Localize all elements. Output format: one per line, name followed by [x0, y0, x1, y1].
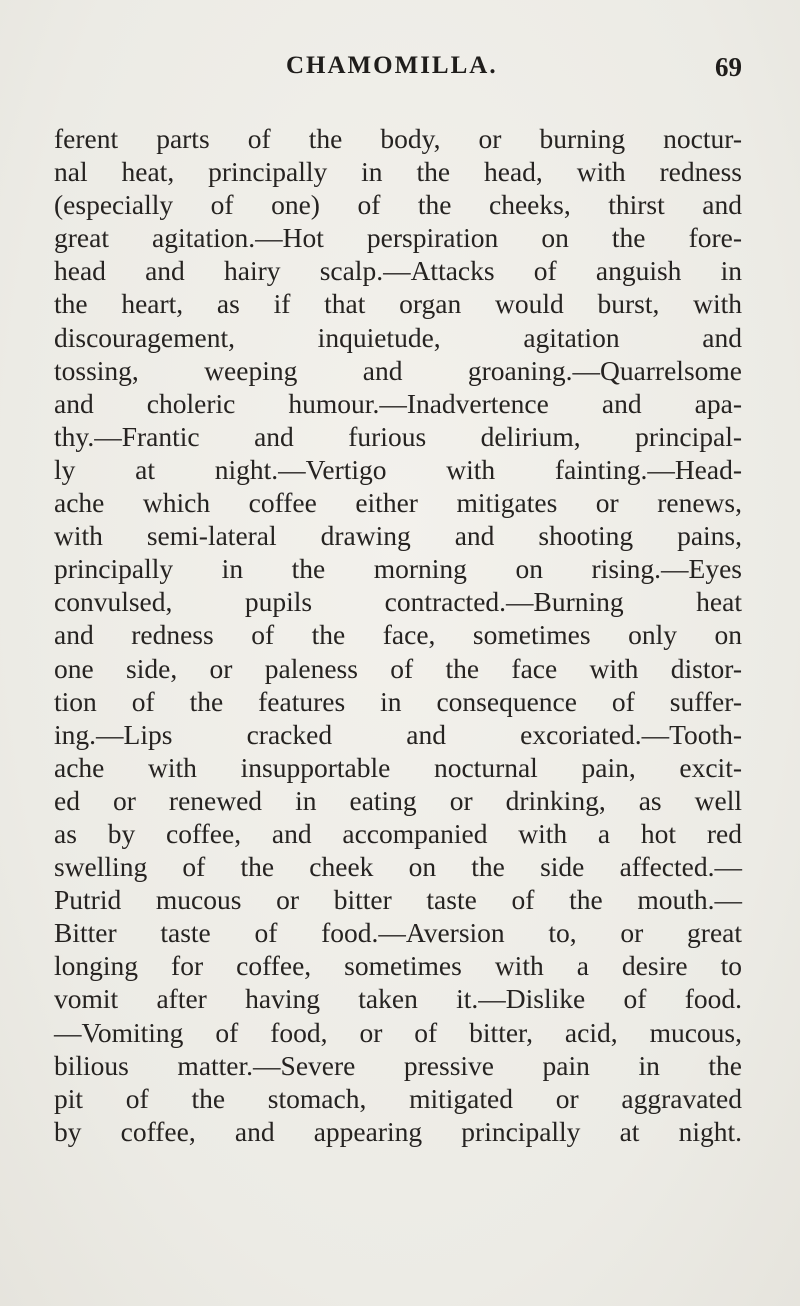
page-number: 69 — [715, 52, 742, 82]
text-line: vomit after having taken it.—Dislike of food. — [54, 983, 742, 1015]
text-line: principally in the morning on rising.—Eyes — [54, 553, 742, 585]
text-line: bilious matter.—Severe pressive pain in the — [54, 1049, 742, 1081]
text-line: as by coffee, and accompanied with a hot red — [54, 817, 742, 849]
text-line: swelling of the cheek on the side affected.— — [54, 851, 742, 883]
text-line: great agitation.—Hot perspiration on the fore- — [54, 222, 742, 254]
text-line: convulsed, pupils contracted.—Burning heat — [54, 586, 742, 618]
text-line: tion of the features in consequence of suffer- — [54, 685, 742, 717]
body-text — [54, 122, 742, 1148]
text-line: thy.—Frantic and furious delirium, principal- — [54, 420, 742, 452]
text-line: ed or renewed in eating or drinking, as well — [54, 784, 742, 816]
text-line: (especially of one) of the cheeks, thirst and — [54, 189, 742, 221]
text-line: nal heat, principally in the head, with redness — [54, 156, 742, 188]
text-line: —Vomiting of food, or of bitter, acid, mucous, — [54, 1016, 742, 1048]
text-line: head and hairy scalp.—Attacks of anguish in — [54, 255, 742, 287]
text-line: Putrid mucous or bitter taste of the mouth.— — [54, 884, 742, 916]
text-line: longing for coffee, sometimes with a desire to — [54, 950, 742, 982]
text-line: ache with insupportable nocturnal pain, excit- — [54, 751, 742, 783]
text-line: pit of the stomach, mitigated or aggravated — [54, 1082, 742, 1114]
text-line: with semi-lateral drawing and shooting pains, — [54, 520, 742, 552]
text-line: and redness of the face, sometimes only on — [54, 619, 742, 651]
text-line: the heart, as if that organ would burst, with — [54, 288, 742, 320]
text-line: Bitter taste of food.—Aversion to, or great — [54, 917, 742, 949]
text-line: by coffee, and appearing principally at night. — [54, 1115, 742, 1147]
text-line: ly at night.—Vertigo with fainting.—Head- — [54, 453, 742, 485]
running-title: CHAMOMILLA. — [286, 52, 498, 79]
text-line: and choleric humour.—Inadvertence and apa- — [54, 387, 742, 419]
text-line: ache which coffee either mitigates or renews, — [54, 487, 742, 519]
running-head — [54, 52, 742, 92]
text-line: ing.—Lips cracked and excoriated.—Tooth- — [54, 718, 742, 750]
text-line: tossing, weeping and groaning.—Quarrelsome — [54, 354, 742, 386]
text-line: ferent parts of the body, or burning noctur- — [54, 123, 742, 154]
text-line: discouragement, inquietude, agitation and — [54, 321, 742, 353]
text-line: one side, or paleness of the face with distor- — [54, 652, 742, 684]
